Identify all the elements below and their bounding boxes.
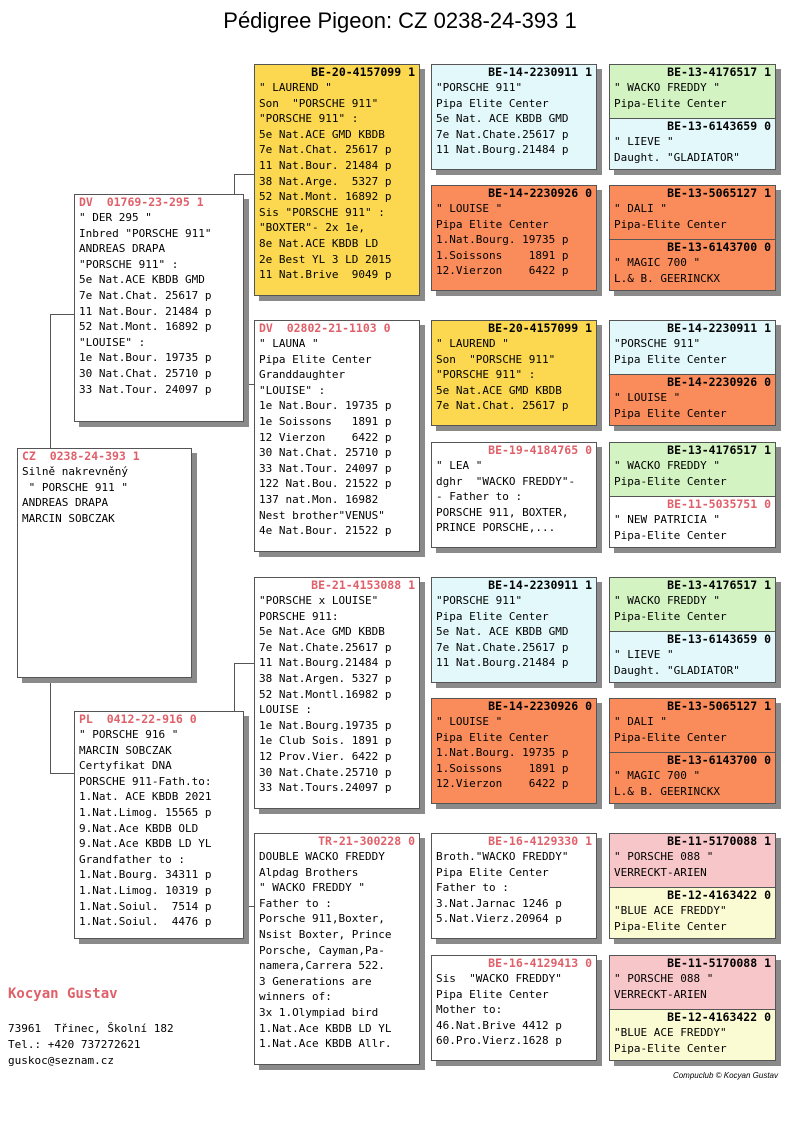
pedigree-line: 11 Nat.Bourg.21484 p (259, 656, 392, 670)
pedigree-line: - Father to : (436, 490, 523, 504)
pedigree-line: 5e Nat. ACE KBDB GMD (436, 112, 569, 126)
pedigree-line: " MAGIC 700 " (614, 256, 701, 269)
ancestor-sire (610, 834, 775, 887)
owner-address: 73961 Třinec, Školní 182 (8, 1022, 174, 1035)
pedigree-line: 122 Nat.Bou. 21522 p (259, 477, 392, 491)
pedigree-line: 1.Nat.Soiul. 4476 p (79, 915, 212, 929)
pedigree-line: MARCIN SOBCZAK (22, 511, 115, 525)
pedigree-line: "PORSCHE 911" (436, 594, 523, 607)
gen3-mmm-card (431, 955, 597, 1061)
gen4-pair-card (609, 320, 776, 426)
pedigree-line: L.& B. GEERINCKX (614, 784, 720, 798)
pedigree-line: 7e Nat.Chate.25617 p (436, 640, 569, 654)
pedigree-line: "BOXTER"- 2x 1e, (259, 221, 365, 235)
ancestor-dam (610, 239, 775, 291)
pedigree-line: 3x 1.Olympiad bird (259, 1005, 379, 1019)
pedigree-line: 9.Nat.Ace KBDB LD YL (79, 837, 212, 851)
pedigree-line: 11 Nat.Brive 9049 p (259, 268, 392, 282)
ring-number: BE-12-4163422 0 (667, 888, 771, 902)
connector (50, 680, 51, 773)
pedigree-line: Nsist Boxter, Prince (259, 927, 392, 941)
ring-number: BE-14-2230911 1 (667, 321, 771, 335)
pedigree-line: Sis "WACKO FREDDY" (436, 972, 562, 985)
connector (50, 314, 74, 315)
pedigree-line: " PORSCHE 916 " (79, 728, 179, 741)
pedigree-line: 5e Nat.ACE GMD KBDB (259, 127, 385, 141)
pedigree-line: 1.Nat.Bourg. 19735 p (436, 233, 569, 247)
ring-number: BE-11-5170088 1 (667, 834, 771, 848)
pedigree-line: " WACKO FREDDY " (614, 81, 720, 94)
ancestor-dam (610, 118, 775, 170)
ring-number: BE-13-6143700 0 (667, 240, 771, 254)
pedigree-line: 30 Nat.Chate.25710 p (259, 765, 392, 779)
pedigree-line: " PORSCHE 088 " (614, 972, 714, 985)
pedigree-line: 9.Nat.Ace KBDB OLD (79, 821, 199, 835)
pedigree-line: L.& B. GEERINCKX (614, 271, 720, 285)
ring-number: DV 02802-21-1103 0 (259, 321, 391, 335)
pedigree-line: Pipa Elite Center (436, 865, 549, 879)
pedigree-line: 1.Soissons 1891 p (436, 761, 569, 775)
pedigree-line: "BLUE ACE FREDDY" (614, 904, 727, 917)
ring-number: BE-14-2230911 1 (488, 578, 592, 592)
pedigree-line: PORSCHE 911: (259, 609, 339, 623)
pedigree-line: "LOUISE" : (79, 335, 146, 349)
ancestor-sire (610, 186, 775, 239)
pedigree-line: " LOUISE " (614, 391, 681, 404)
pedigree-line: "PORSCHE 911" (436, 81, 523, 94)
owner-phone: Tel.: +420 737272621 (8, 1038, 141, 1051)
pedigree-line: MARCIN SOBCZAK (79, 743, 172, 757)
pedigree-line: 5e Nat.Ace GMD KBDB (259, 625, 385, 639)
pedigree-line: " DALI " (614, 715, 667, 728)
ancestor-sire (610, 321, 775, 374)
pedigree-line: PRINCE PORSCHE,... (436, 521, 556, 535)
ring-number: BE-12-4163422 0 (667, 1010, 771, 1024)
pedigree-line: Father to : (259, 896, 332, 910)
father-card (74, 194, 244, 422)
ring-number: BE-14-2230926 0 (488, 699, 592, 713)
gen3-mfm-card (431, 698, 597, 804)
pedigree-line: 52 Nat.Mont. 16892 p (259, 190, 392, 204)
ring-number: BE-14-2230911 1 (488, 65, 592, 79)
pedigree-line: 7e Nat.Chat. 25617 p (259, 143, 392, 157)
ring-number: BE-11-5170088 1 (667, 956, 771, 970)
pedigree-line: 1e Club Sois. 1891 p (259, 734, 392, 748)
pedigree-line: 30 Nat.Chat. 25710 p (79, 366, 212, 380)
ancestor-sire (610, 578, 775, 631)
connector (50, 314, 51, 454)
ring-number: BE-14-2230926 0 (488, 186, 592, 200)
pedigree-line: Pipa Elite Center (259, 352, 372, 366)
connector (234, 174, 254, 175)
owner-name: Kocyan Gustav (8, 986, 118, 1002)
pedigree-line: Pipa Elite Center (614, 406, 727, 420)
pedigree-line: " LAUNA " (259, 337, 319, 350)
gen4-pair-card (609, 955, 776, 1061)
pedigree-line: 30 Nat.Chat. 25710 p (259, 446, 392, 460)
pedigree-line: 46.Nat.Brive 4412 p (436, 1018, 562, 1032)
ring-number: BE-13-6143700 0 (667, 753, 771, 767)
pedigree-line: 12.Vierzon 6422 p (436, 777, 569, 791)
pedigree-line: 38 Nat.Argen. 5327 p (259, 671, 392, 685)
gen3-ffm-card (431, 185, 597, 291)
pedigree-line: 1e Nat.Bour. 19735 p (79, 351, 212, 365)
ancestor-dam (610, 631, 775, 683)
pedigree-line: Pipa Elite Center (436, 730, 549, 744)
pedigree-line: LOUISE : (259, 703, 312, 717)
gen3-fmf-card (431, 320, 597, 426)
pedigree-line: Alpdag Brothers (259, 865, 359, 879)
pedigree-line: 33 Nat.Tours.24097 p (259, 781, 392, 795)
pedigree-line: " PORSCHE 088 " (614, 850, 714, 863)
ring-number: TR-21-300228 0 (318, 834, 415, 848)
ring-number: BE-19-4184765 0 (488, 443, 592, 457)
pedigree-line: " LIEVE " (614, 135, 674, 148)
pedigree-line: 33 Nat.Tour. 24097 p (259, 461, 392, 475)
pedigree-line: "PORSCHE 911" : (79, 257, 179, 271)
pedigree-line: "PORSCHE x LOUISE" (259, 594, 379, 607)
pedigree-line: 5e Nat.ACE KBDB GMD (79, 273, 205, 287)
pedigree-line: 12.Vierzon 6422 p (436, 264, 569, 278)
pedigree-line: 1e Nat.Bourg.19735 p (259, 718, 392, 732)
pedigree-line: 1e Soissons 1891 p (259, 414, 392, 428)
pedigree-line: "LOUISE" : (259, 383, 326, 397)
pedigree-line: 1.Nat.Bourg. 19735 p (436, 746, 569, 760)
ring-number: BE-13-4176517 1 (667, 65, 771, 79)
connector (234, 663, 254, 664)
ring-number: DV 01769-23-295 1 (79, 195, 204, 209)
ring-number: BE-20-4157099 1 (488, 321, 592, 335)
pedigree-line: "PORSCHE 911" : (436, 368, 536, 382)
pedigree-line: 2e Best YL 3 LD 2015 (259, 252, 392, 266)
pedigree-line: 11 Nat.Bour. 21484 p (79, 304, 212, 318)
pedigree-line: Granddaughter (259, 368, 346, 382)
pedigree-line: VERRECKT-ARIEN (614, 865, 707, 879)
ancestor-dam (610, 374, 775, 426)
pedigree-line: Pipa-Elite Center (614, 528, 727, 542)
pedigree-line: 4e Nat.Bour. 21522 p (259, 524, 392, 538)
pedigree-line: 33 Nat.Tour. 24097 p (79, 382, 212, 396)
ancestor-dam (610, 752, 775, 804)
ring-number: BE-13-5065127 1 (667, 186, 771, 200)
ancestor-dam (610, 496, 775, 548)
pedigree-line: PORSCHE 911-Fath.to: (79, 774, 212, 788)
pedigree-line: winners of: (259, 990, 332, 1004)
pedigree-line: " LAUREND " (436, 337, 509, 350)
pedigree-line: Pipa-Elite Center (614, 96, 727, 110)
pedigree-line: 1.Soissons 1891 p (436, 248, 569, 262)
ring-number: BE-16-4129413 0 (488, 956, 592, 970)
pedigree-line: " LAUREND " (259, 81, 332, 94)
ancestor-sire (610, 443, 775, 496)
pedigree-line: Silně nakrevněný (22, 465, 128, 478)
gen4-pair-card (609, 698, 776, 804)
pedigree-line: Inbred "PORSCHE 911" (79, 226, 212, 240)
ancestor-dam (610, 887, 775, 939)
subject-card (17, 448, 192, 678)
pedigree-line: 12 Prov.Vier. 6422 p (259, 749, 392, 763)
pedigree-line: Pipa-Elite Center (614, 609, 727, 623)
gen3-fff-card (431, 64, 597, 170)
pedigree-line: PORSCHE 911, BOXTER, (436, 505, 569, 519)
gen4-pair-card (609, 442, 776, 548)
pedigree-line: " LOUISE " (436, 202, 503, 215)
pedigree-line: 12 Vierzon 6422 p (259, 430, 392, 444)
pedigree-line: Grandfather to : (79, 852, 185, 866)
pedigree-line: " WACKO FREDDY " (614, 594, 720, 607)
pedigree-line: ANDREAS DRAPA (22, 496, 109, 510)
pedigree-line: 1.Nat.Soiul. 7514 p (79, 899, 212, 913)
pedigree-line: "PORSCHE 911" : (259, 112, 359, 126)
ring-number: BE-11-5035751 0 (667, 497, 771, 511)
gen4-pair-card (609, 185, 776, 291)
pedigree-line: 38 Nat.Arge. 5327 p (259, 174, 392, 188)
pedigree-line: Pipa-Elite Center (614, 1041, 727, 1055)
pedigree-line: 52 Nat.Montl.16982 p (259, 687, 392, 701)
pedigree-line: 11 Nat.Bourg.21484 p (436, 143, 569, 157)
pedigree-line: 1.Nat.Limog. 10319 p (79, 883, 212, 897)
gen4-pair-card (609, 64, 776, 170)
pedigree-line: Father to : (436, 881, 509, 895)
pedigree-line: 3.Nat.Jarnac 1246 p (436, 896, 562, 910)
pedigree-line: " MAGIC 700 " (614, 769, 701, 782)
ring-number: BE-13-4176517 1 (667, 443, 771, 457)
pedigree-line: 1.Nat.Ace KBDB Allr. (259, 1037, 392, 1051)
pedigree-line: " WACKO FREDDY " (259, 881, 365, 895)
pedigree-line: " WACKO FREDDY " (614, 459, 720, 472)
pedigree-line: 7e Nat.Chate.25617 p (436, 127, 569, 141)
pedigree-line: Pipa Elite Center (614, 352, 727, 366)
ancestor-sire (610, 956, 775, 1009)
pedigree-line: Mother to: (436, 1003, 503, 1017)
grandparent-mm-card (254, 833, 420, 1065)
pedigree-line: 11 Nat.Bourg.21484 p (436, 656, 569, 670)
ring-number: BE-16-4129330 1 (488, 834, 592, 848)
pedigree-line: Daught. "GLADIATOR" (614, 663, 740, 677)
pedigree-line: Porsche 911,Boxter, (259, 912, 385, 926)
ancestor-dam (610, 1009, 775, 1061)
pedigree-line: 5.Nat.Vierz.20964 p (436, 912, 562, 926)
page-title: Pédigree Pigeon: CZ 0238-24-393 1 (223, 8, 577, 33)
pedigree-line: " LIEVE " (614, 648, 674, 661)
pedigree-line: 7e Nat.Chat. 25617 p (79, 288, 212, 302)
footer-credit: Compuclub © Kocyan Gustav (672, 1071, 778, 1080)
pedigree-line: 1.Nat.Limog. 15565 p (79, 805, 212, 819)
ancestor-sire (610, 65, 775, 118)
pedigree-line: Certyfikat DNA (79, 759, 172, 773)
pedigree-line: " LOUISE " (436, 715, 503, 728)
pedigree-line: Daught. "GLADIATOR" (614, 150, 740, 164)
pedigree-line: Son "PORSCHE 911" (436, 352, 556, 366)
pedigree-line: Pipa Elite Center (436, 987, 549, 1001)
grandparent-fm-card (254, 320, 420, 552)
ring-number: BE-13-6143659 0 (667, 119, 771, 133)
pedigree-line: 52 Nat.Mont. 16892 p (79, 320, 212, 334)
pedigree-line: dghr "WACKO FREDDY"- (436, 474, 576, 488)
pedigree-line: Pipa Elite Center (436, 609, 549, 623)
pedigree-line: Sis "PORSCHE 911" : (259, 205, 385, 219)
gen3-mff-card (431, 577, 597, 683)
pedigree-line: 1e Nat.Bour. 19735 p (259, 399, 392, 413)
gen4-pair-card (609, 833, 776, 939)
ring-number: BE-14-2230926 0 (667, 375, 771, 389)
ring-number: BE-20-4157099 1 (311, 65, 415, 79)
pedigree-line: 1.Nat.Bourg. 34311 p (79, 868, 212, 882)
pedigree-line: 60.Pro.Vierz.1628 p (436, 1034, 562, 1048)
ring-number: BE-13-4176517 1 (667, 578, 771, 592)
pedigree-line: 1.Nat.Ace KBDB LD YL (259, 1021, 392, 1035)
grandparent-mf-card (254, 577, 420, 809)
pedigree-line: " PORSCHE 911 " (22, 480, 128, 494)
ring-number: PL 0412-22-916 0 (79, 712, 197, 726)
pedigree-line: ANDREAS DRAPA (79, 242, 166, 256)
pedigree-line: Pipa-Elite Center (614, 730, 727, 744)
pedigree-line: "BLUE ACE FREDDY" (614, 1026, 727, 1039)
pedigree-line: 3 Generations are (259, 974, 372, 988)
pedigree-line: VERRECKT-ARIEN (614, 987, 707, 1001)
grandparent-ff-card (254, 64, 420, 296)
pedigree-line: Pipa-Elite Center (614, 217, 727, 231)
ring-number: CZ 0238-24-393 1 (22, 449, 140, 463)
pedigree-line: Son "PORSCHE 911" (259, 96, 379, 110)
pedigree-line: 8e Nat.ACE KBDB LD (259, 236, 379, 250)
gen4-pair-card (609, 577, 776, 683)
pedigree-line: " DER 295 " (79, 211, 152, 224)
mother-card (74, 711, 244, 939)
pedigree-line: Pipa Elite Center (436, 96, 549, 110)
ring-number: BE-13-5065127 1 (667, 699, 771, 713)
pedigree-line: " NEW PATRICIA " (614, 513, 720, 526)
gen3-mmf-card (431, 833, 597, 939)
pedigree-line: " DALI " (614, 202, 667, 215)
pedigree-line: 7e Nat.Chate.25617 p (259, 640, 392, 654)
gen3-fmm-card (431, 442, 597, 548)
pedigree-line: Pipa-Elite Center (614, 474, 727, 488)
pedigree-line: 5e Nat. ACE KBDB GMD (436, 625, 569, 639)
pedigree-line: Nest brother"VENUS" (259, 508, 385, 522)
ring-number: BE-13-6143659 0 (667, 632, 771, 646)
connector (50, 773, 74, 774)
pedigree-line: namera,Carrera 522. (259, 959, 385, 973)
ring-number: BE-21-4153088 1 (311, 578, 415, 592)
owner-email: guskoc@seznam.cz (8, 1054, 114, 1067)
ancestor-sire (610, 699, 775, 752)
pedigree-line: 5e Nat.ACE GMD KBDB (436, 383, 562, 397)
pedigree-line: Pipa-Elite Center (614, 919, 727, 933)
pedigree-line: " LEA " (436, 459, 483, 472)
pedigree-line: 11 Nat.Bour. 21484 p (259, 158, 392, 172)
pedigree-line: 137 nat.Mon. 16982 (259, 492, 379, 506)
pedigree-line: 1.Nat. ACE KBDB 2021 (79, 790, 212, 804)
pedigree-line: Pipa Elite Center (436, 217, 549, 231)
pedigree-line: DOUBLE WACKO FREDDY (259, 850, 385, 863)
pedigree-line: "PORSCHE 911" (614, 337, 701, 350)
pedigree-line: Porsche, Cayman,Pa- (259, 943, 385, 957)
pedigree-line: 7e Nat.Chat. 25617 p (436, 399, 569, 413)
pedigree-line: Broth."WACKO FREDDY" (436, 850, 569, 863)
